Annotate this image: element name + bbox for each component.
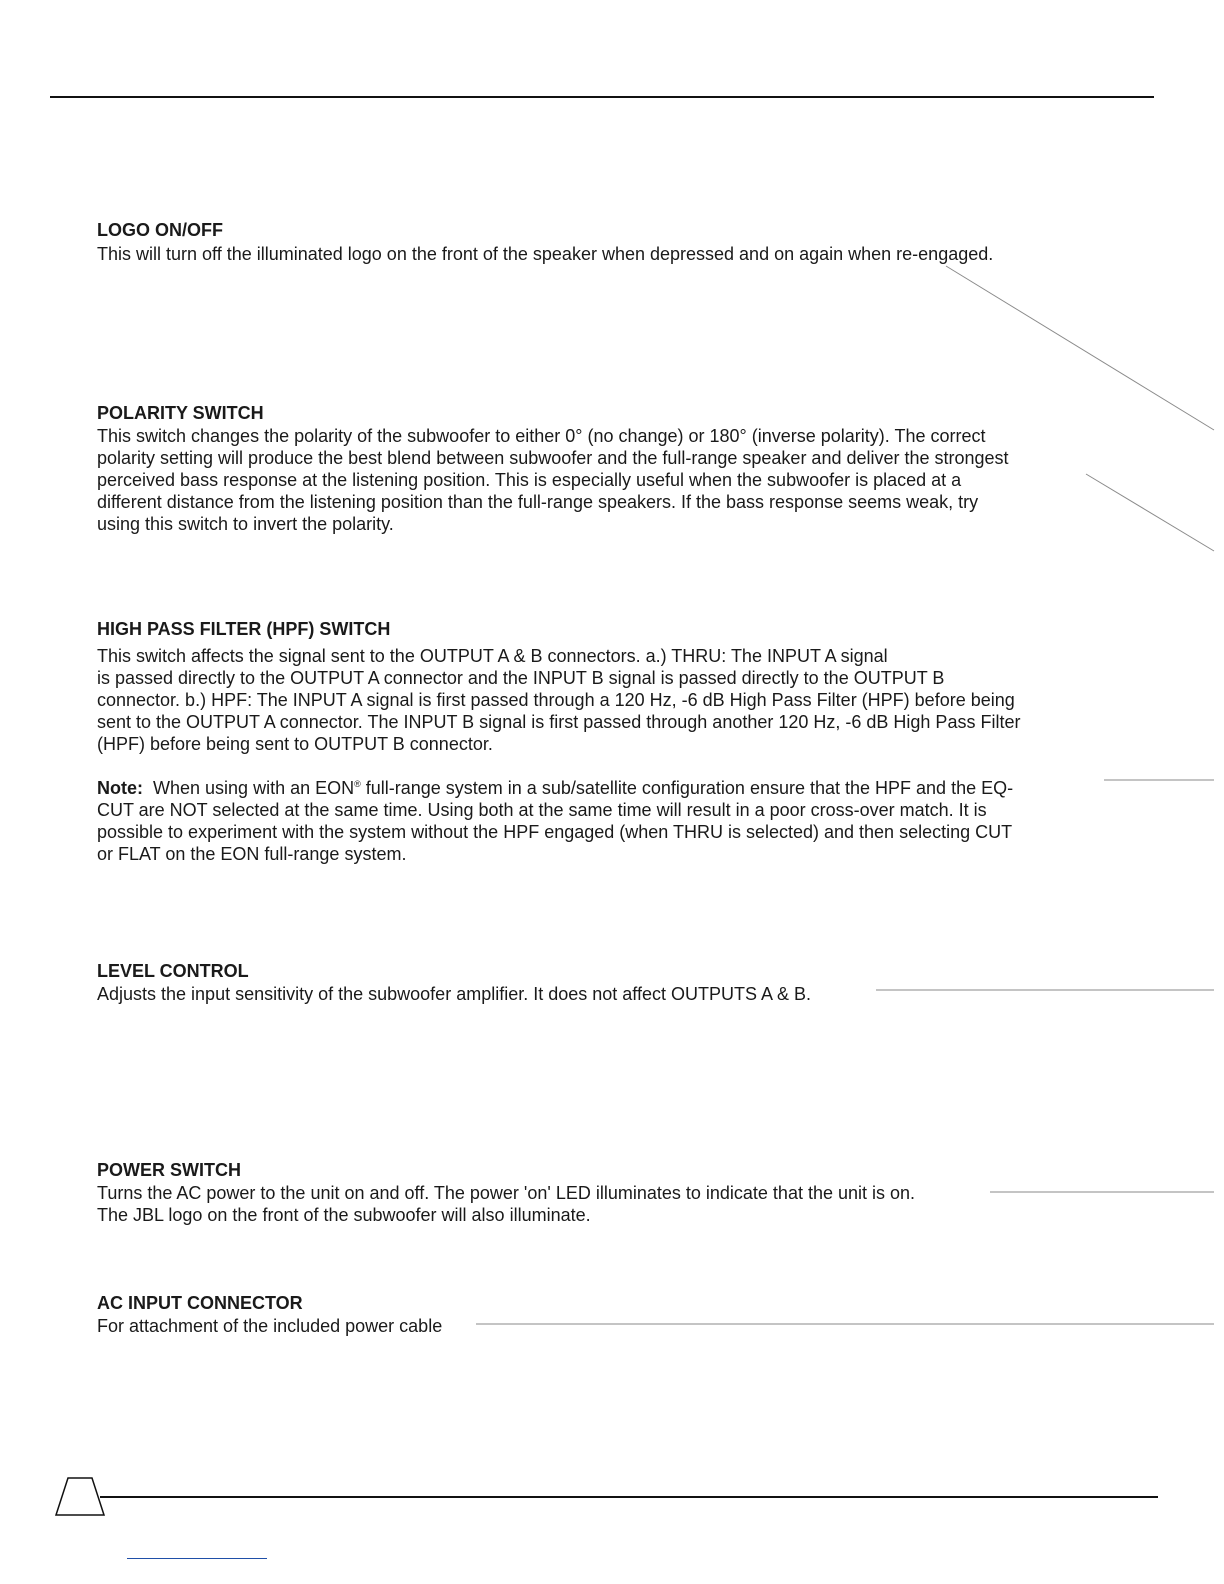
section-heading: AC INPUT CONNECTOR [97,1293,303,1313]
section-heading: LOGO ON/OFF [97,220,223,240]
footer-link-underline [127,1558,267,1559]
section-body-line: This switch changes the polarity of the subwoofer to either 0° (no change) or 180° (inverse polarity). The correct [97,426,986,446]
section-heading: POWER SWITCH [97,1160,241,1180]
registered-mark: ® [354,779,361,789]
note-line: possible to experiment with the system without the HPF engaged (when THRU is selected) and then selecting CUT [97,822,1013,842]
callout-line-logo [946,266,1214,430]
callout-line-polarity [1086,474,1214,551]
section-body-line: (HPF) before being sent to OUTPUT B connector. [97,734,493,754]
section-body-line: sent to the OUTPUT A connector. The INPUT B signal is first passed through another 120 Hz, -6 dB High Pass Filter [97,712,1021,732]
page-tab-icon [56,1478,104,1515]
section-body-line: polarity setting will produce the best blend between subwoofer and the full-range speaker and deliver the strongest [97,448,1009,468]
section-body-line: different distance from the listening position than the full-range speakers. If the bass response seems weak, try [97,492,979,512]
section-body-line: connector. b.) HPF: The INPUT A signal is first passed through a 120 Hz, -6 dB High Pass Filter (HPF) before being [97,690,1015,710]
section-body: This will turn off the illuminated logo on the front of the speaker when depressed and on again when re-engaged. [97,244,994,264]
note-label: Note: [97,778,143,798]
section-heading: LEVEL CONTROL [97,961,249,981]
section-body-line: The JBL logo on the front of the subwoofer will also illuminate. [97,1205,591,1225]
footer-rule [100,1496,1158,1498]
section-heading: HIGH PASS FILTER (HPF) SWITCH [97,619,391,639]
note-line: CUT are NOT selected at the same time. Using both at the same time will result in a poor cross-over match. It is [97,800,987,820]
note-line: or FLAT on the EON full-range system. [97,844,407,864]
section-heading: POLARITY SWITCH [97,403,264,423]
note-text: When using with an EON [153,778,355,798]
note-text: full-range system in a sub/satellite configuration ensure that the HPF and the EQ- [360,778,1014,798]
section-body-line: This switch affects the signal sent to the OUTPUT A & B connectors. a.) THRU: The INPUT A signal [97,646,888,666]
section-body: Adjusts the input sensitivity of the subwoofer amplifier. It does not affect OUTPUTS A & B. [97,984,812,1004]
section-body: For attachment of the included power cable [97,1316,443,1336]
section-body-line: perceived bass response at the listening position. This is especially useful when the subwoofer is placed at a [97,470,962,490]
section-body-line: using this switch to invert the polarity. [97,514,394,534]
section-body-line: Turns the AC power to the unit on and off. The power 'on' LED illuminates to indicate that the unit is on. [97,1183,916,1203]
section-body-line: is passed directly to the OUTPUT A connector and the INPUT B signal is passed directly to the OUTPUT B [97,668,945,688]
